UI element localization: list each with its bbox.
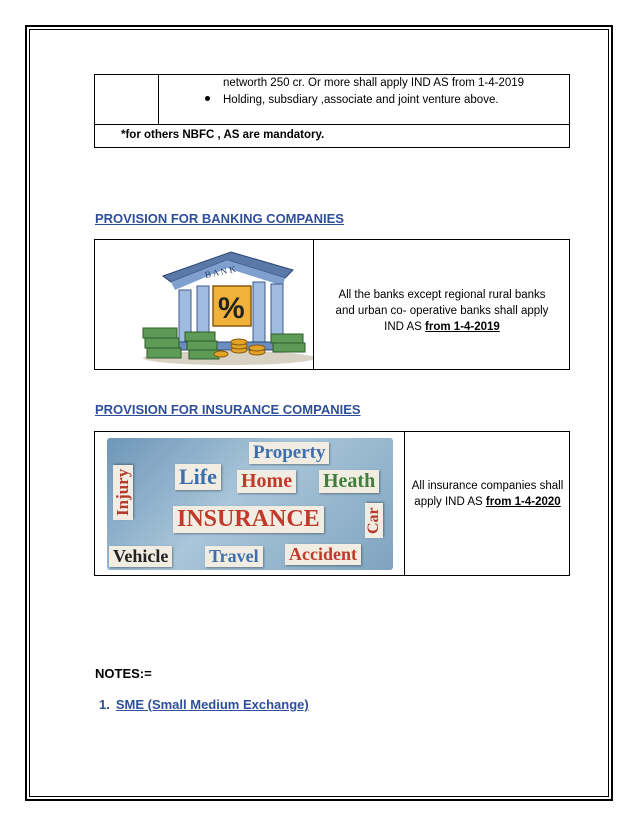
nbfc-networth-text: networth 250 cr. Or more shall apply IND AS from 1-4-2019 bbox=[223, 77, 525, 89]
banking-text-line: and urban co- operative banks shall apply bbox=[335, 305, 549, 317]
collage-word-insurance: INSURANCE bbox=[173, 506, 324, 533]
nbfc-table-row bbox=[95, 75, 569, 125]
banking-heading: PROVISION FOR BANKING COMPANIES bbox=[95, 211, 344, 226]
bullet-icon bbox=[205, 96, 210, 101]
bank-illustration bbox=[135, 246, 313, 366]
collage-word-vehicle: Vehicle bbox=[109, 546, 172, 567]
percent-symbol: % bbox=[218, 292, 245, 325]
collage-word-car: Car bbox=[365, 503, 383, 538]
notes-heading: NOTES:= bbox=[95, 666, 152, 681]
insurance-box bbox=[94, 431, 570, 576]
banking-box-divider bbox=[313, 240, 314, 369]
collage-word-life: Life bbox=[175, 464, 221, 490]
collage-word-injury: Injury bbox=[113, 465, 133, 520]
collage-word-travel: Travel bbox=[205, 546, 263, 567]
collage-word-accident: Accident bbox=[285, 544, 361, 565]
banking-text-prefix: IND AS bbox=[384, 321, 426, 333]
bank-sign-text: B A N K bbox=[203, 263, 237, 280]
insurance-text bbox=[406, 478, 569, 510]
nbfc-bullet-item bbox=[205, 94, 499, 106]
notes-list-item bbox=[99, 697, 309, 712]
nbfc-bullet-text: Holding, subsdiary ,associate and joint venture above. bbox=[223, 94, 499, 106]
collage-word-property: Property bbox=[249, 442, 329, 464]
nbfc-note: *for others NBFC , AS are mandatory. bbox=[121, 129, 325, 141]
nbfc-table bbox=[94, 74, 570, 148]
banking-effective-date: from 1-4-2019 bbox=[425, 321, 500, 333]
insurance-collage-image bbox=[107, 438, 393, 570]
sme-link[interactable]: SME (Small Medium Exchange) bbox=[115, 697, 309, 712]
insurance-heading: PROVISION FOR INSURANCE COMPANIES bbox=[95, 402, 361, 417]
insurance-text-line bbox=[406, 494, 569, 510]
nbfc-table-empty-cell bbox=[95, 75, 159, 125]
collage-word-heath: Heath bbox=[319, 470, 379, 493]
banking-box bbox=[94, 239, 570, 370]
insurance-text-line: All insurance companies shall bbox=[411, 480, 564, 492]
list-item-number: 1. bbox=[99, 697, 110, 712]
insurance-effective-date: from 1-4-2020 bbox=[485, 496, 561, 508]
banking-text-line: All the banks except regional rural banks bbox=[338, 289, 546, 301]
insurance-box-divider bbox=[404, 432, 405, 575]
banking-text bbox=[315, 287, 569, 335]
collage-word-home: Home bbox=[237, 470, 296, 493]
insurance-text-prefix: apply IND AS bbox=[414, 496, 486, 508]
banking-text-line bbox=[315, 319, 569, 335]
